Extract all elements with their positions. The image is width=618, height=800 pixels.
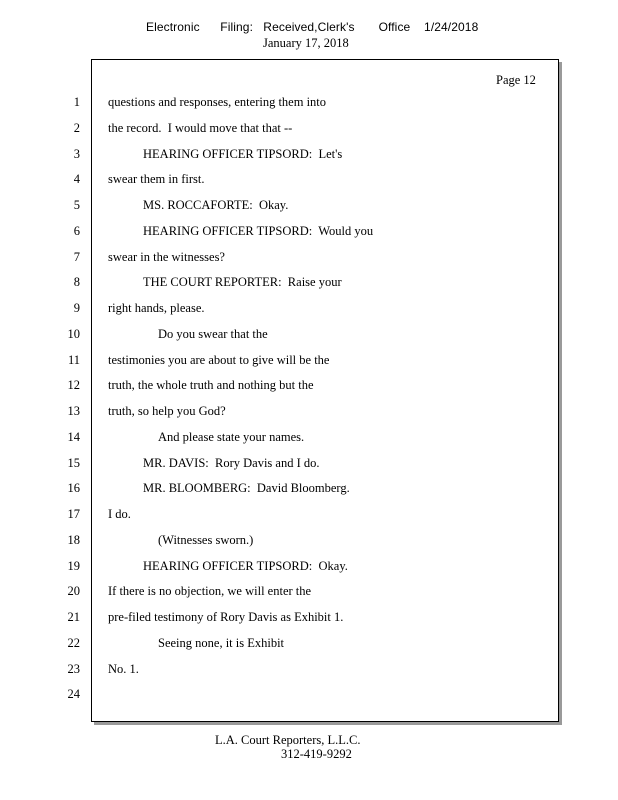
line-text: If there is no objection, we will enter the bbox=[108, 584, 312, 598]
footer-phone: 312-419-9292 bbox=[281, 747, 352, 761]
line-number: 21 bbox=[67, 610, 80, 624]
line-text: pre-filed testimony of Rory Davis as Exhibit 1. bbox=[108, 610, 344, 624]
line-text: the record. I would move that that -- bbox=[108, 121, 293, 135]
line-number: 23 bbox=[67, 662, 80, 676]
line-number: 24 bbox=[67, 687, 80, 701]
line-text: truth, so help you God? bbox=[108, 404, 226, 418]
line-number: 4 bbox=[73, 172, 80, 186]
line-text: Do you swear that the bbox=[158, 327, 268, 341]
line-number: 17 bbox=[67, 507, 80, 521]
line-number: 2 bbox=[73, 121, 80, 135]
line-text: MS. ROCCAFORTE: Okay. bbox=[143, 198, 289, 212]
line-text: testimonies you are about to give will be the bbox=[108, 353, 330, 367]
line-number: 14 bbox=[67, 430, 80, 444]
line-text: Seeing none, it is Exhibit bbox=[158, 636, 285, 650]
line-text: MR. DAVIS: Rory Davis and I do. bbox=[143, 456, 320, 470]
line-text: MR. BLOOMBERG: David Bloomberg. bbox=[143, 481, 350, 495]
line-number: 16 bbox=[67, 481, 80, 495]
line-text: HEARING OFFICER TIPSORD: Okay. bbox=[143, 559, 348, 573]
line-text: truth, the whole truth and nothing but the bbox=[108, 378, 314, 392]
line-text: I do. bbox=[108, 507, 131, 521]
line-number: 19 bbox=[67, 559, 80, 573]
page-number: Page 12 bbox=[496, 73, 536, 87]
line-text: HEARING OFFICER TIPSORD: Would you bbox=[143, 224, 374, 238]
line-text: swear in the witnesses? bbox=[108, 250, 225, 264]
line-number: 1 bbox=[73, 95, 80, 109]
line-number: 11 bbox=[67, 353, 80, 367]
line-number: 5 bbox=[73, 198, 80, 212]
line-number: 20 bbox=[67, 584, 80, 598]
line-text: (Witnesses sworn.) bbox=[158, 533, 254, 547]
line-number: 18 bbox=[67, 533, 80, 547]
line-text: right hands, please. bbox=[108, 301, 205, 315]
line-number: 10 bbox=[67, 327, 80, 341]
line-text: THE COURT REPORTER: Raise your bbox=[143, 275, 342, 289]
line-number: 9 bbox=[73, 301, 80, 315]
line-number: 22 bbox=[67, 636, 80, 650]
footer-company: L.A. Court Reporters, L.L.C. bbox=[215, 733, 361, 747]
line-number: 3 bbox=[73, 147, 80, 161]
line-number: 15 bbox=[67, 456, 80, 470]
line-text: HEARING OFFICER TIPSORD: Let's bbox=[143, 147, 343, 161]
filing-date: January 17, 2018 bbox=[263, 36, 349, 50]
line-text: And please state your names. bbox=[158, 430, 305, 444]
line-text: questions and responses, entering them into bbox=[108, 95, 327, 109]
line-text: swear them in first. bbox=[108, 172, 205, 186]
line-number: 6 bbox=[73, 224, 80, 238]
filing-stamp: Electronic Filing: Received,Clerk's Office 1/24/2018 bbox=[146, 20, 479, 34]
line-number: 8 bbox=[73, 275, 80, 289]
line-number: 7 bbox=[73, 250, 80, 264]
line-number: 12 bbox=[67, 378, 80, 392]
line-text: No. 1. bbox=[108, 662, 139, 676]
line-number: 13 bbox=[67, 404, 80, 418]
